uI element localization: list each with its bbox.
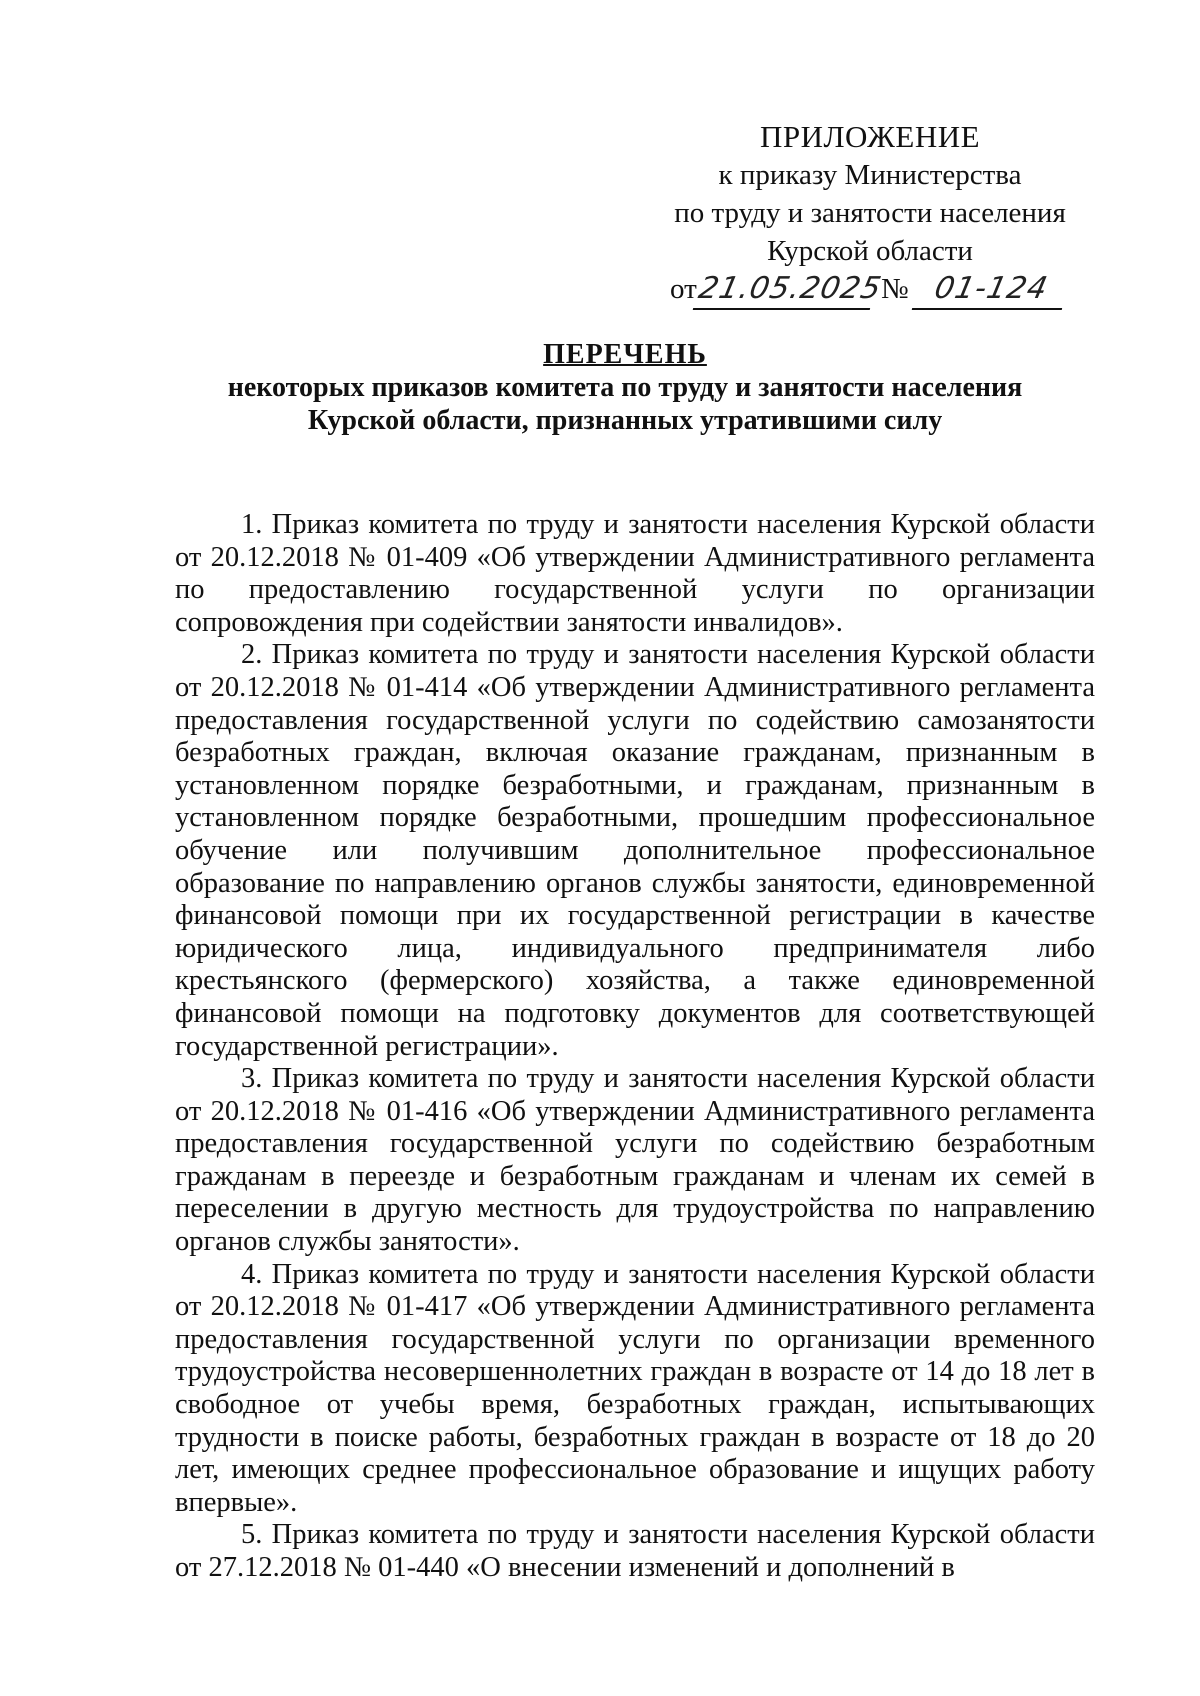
document-title: [140, 338, 1110, 437]
list-item: 2. Приказ комитета по труду и занятости населения Курской области от 20.12.2018 № 01-414 «Об утверждении Административного регламента предоставления государственной услуги по содействию самозанятости безработных граждан, включая оказание гражданам, признанным в установленном порядке безработными, и гражданам, признанным в установленном порядке безработными, прошедшим профессиональное обучение или получившим дополнительное профессиональное образование по направлению органов службы занятости, единовременной финансовой помощи при их государственной регистрации в качестве юридического лица, индивидуального предпринимателя либо крестьянского (фермерского) хозяйства, а также единовременной финансовой помощи на подготовку документов для соответствующей государственной регистрации».: [175, 639, 1095, 1062]
approval-line-3: Курской области: [767, 235, 973, 267]
list-item: 3. Приказ комитета по труду и занятости населения Курской области от 20.12.2018 № 01-416 «Об утверждении Административного регламента предоставления государственной услуги по содействию безработным гражданам в переезде и безработным гражданам и членам их семей в переселении в другую местность для трудоустройства по направлению органов службы занятости».: [175, 1063, 1095, 1258]
approval-block: [660, 118, 1080, 310]
list-item: 1. Приказ комитета по труду и занятости населения Курской области от 20.12.2018 № 01-409 «Об утверждении Административного регламента по предоставлению государственной услуги по организации сопровождения при содействии занятости инвалидов».: [175, 509, 1095, 638]
title-line-2: Курской области, признанных утратившими силу: [307, 405, 943, 436]
handwritten-number: 01-124: [912, 270, 1071, 310]
number-prefix: №: [881, 273, 909, 305]
title-line-1: некоторых приказов комитета по труду и занятости населения: [227, 372, 1023, 403]
approval-line-1: к приказу Министерства: [718, 159, 1022, 191]
approval-heading: ПРИЛОЖЕНИЕ: [759, 119, 981, 154]
approval-line-2: по труду и занятости населения: [674, 197, 1066, 229]
list-item: 4. Приказ комитета по труду и занятости населения Курской области от 20.12.2018 № 01-417 «Об утверждении Административного регламента предоставления государственной услуги по организации временного трудоустройства несовершеннолетних граждан в возрасте от 14 до 18 лет в свободное от учебы время, безработных граждан, испытывающих трудности в поиске работы, безработных граждан в возрасте от 18 до 20 лет, имеющих среднее профессиональное образование и ищущих работу впервые».: [175, 1258, 1095, 1518]
handwritten-date: 21.05.2025: [693, 270, 879, 310]
title-main: ПЕРЕЧЕНЬ: [543, 339, 707, 370]
items-list: [175, 509, 1095, 1585]
date-prefix: от: [670, 273, 697, 305]
approval-date-number-line: [660, 270, 1080, 310]
list-item: 5. Приказ комитета по труду и занятости населения Курской области от 27.12.2018 № 01-440 «О внесении изменений и дополнений в: [175, 1519, 1095, 1583]
